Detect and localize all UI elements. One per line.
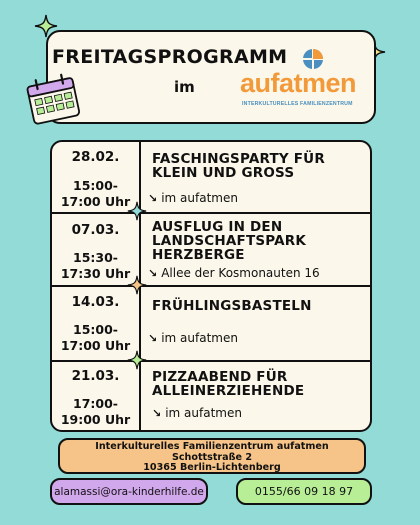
row-divider bbox=[52, 360, 370, 362]
email-text: alamassi@ora-kinderhilfe.de bbox=[54, 485, 204, 498]
row-divider bbox=[52, 285, 370, 287]
calendar-icon bbox=[22, 70, 84, 128]
event-location bbox=[152, 406, 242, 420]
arrow-down-right-icon: ↘ bbox=[148, 266, 158, 280]
event-time-start: 15:30- bbox=[73, 250, 118, 265]
event-date: 21.03. bbox=[71, 368, 120, 384]
address-line: Interkulturelles Familienzentrum aufatmen bbox=[95, 441, 329, 452]
address-line: Schottstraße 2 bbox=[171, 451, 253, 463]
event-location-text: im aufatmen bbox=[161, 191, 238, 205]
phone-text: 0155/66 09 18 97 bbox=[254, 485, 354, 498]
email-contact[interactable] bbox=[50, 478, 208, 505]
row-divider bbox=[52, 212, 370, 214]
sparkle-icon bbox=[127, 350, 147, 370]
event-location-text: Allee der Kosmonauten 16 bbox=[161, 266, 320, 280]
event-time-end: 19:00 Uhr bbox=[60, 412, 131, 427]
arrow-down-right-icon: ↘ bbox=[152, 406, 162, 420]
event-time-start: 15:00- bbox=[73, 178, 118, 193]
logo-wordmark: aufatmen bbox=[240, 68, 357, 98]
arrow-down-right-icon: ↘ bbox=[148, 191, 158, 205]
header-im-text: im bbox=[174, 78, 195, 96]
event-title-line: PIZZAABEND FÜR bbox=[152, 369, 288, 385]
event-location bbox=[148, 331, 238, 345]
event-title-line: HERZBERGE bbox=[152, 247, 245, 263]
event-time-end: 17:00 Uhr bbox=[60, 338, 131, 353]
event-time-end: 17:30 Uhr bbox=[60, 266, 131, 281]
event-location bbox=[148, 266, 320, 280]
event-location bbox=[148, 191, 238, 205]
logo-subtitle: INTERKULTURELLES FAMILIENZENTRUM bbox=[242, 101, 353, 107]
sparkle-icon bbox=[127, 201, 147, 221]
address-box bbox=[58, 438, 366, 474]
address-line: 10365 Berlin-Lichtenberg bbox=[143, 462, 281, 473]
sparkle-icon bbox=[127, 275, 147, 295]
phone-contact[interactable] bbox=[236, 478, 372, 505]
event-title-line: AUSFLUG IN DEN bbox=[152, 219, 283, 235]
event-location-text: im aufatmen bbox=[165, 406, 242, 420]
event-time-start: 17:00- bbox=[73, 396, 118, 411]
event-time-start: 15:00- bbox=[73, 322, 118, 337]
page-title: FREITAGSPROGRAMM bbox=[52, 46, 288, 68]
aufatmen-logo bbox=[238, 48, 378, 108]
event-date: 07.03. bbox=[71, 222, 120, 238]
event-title-line: LANDSCHAFTSPARK bbox=[152, 233, 307, 249]
schedule-table bbox=[50, 140, 372, 432]
event-title-line: FRÜHLINGSBASTELN bbox=[152, 298, 312, 314]
event-date: 14.03. bbox=[71, 294, 120, 310]
globe-icon bbox=[302, 48, 324, 70]
event-location-text: im aufatmen bbox=[161, 331, 238, 345]
event-title-line: ALLEINERZIEHENDE bbox=[152, 383, 305, 399]
arrow-down-right-icon: ↘ bbox=[148, 331, 158, 345]
event-time-end: 17:00 Uhr bbox=[60, 194, 131, 209]
event-date: 28.02. bbox=[71, 149, 120, 165]
event-title-line: FASCHINGSPARTY FÜR bbox=[152, 151, 325, 167]
event-title-line: KLEIN UND GROSS bbox=[152, 165, 295, 181]
